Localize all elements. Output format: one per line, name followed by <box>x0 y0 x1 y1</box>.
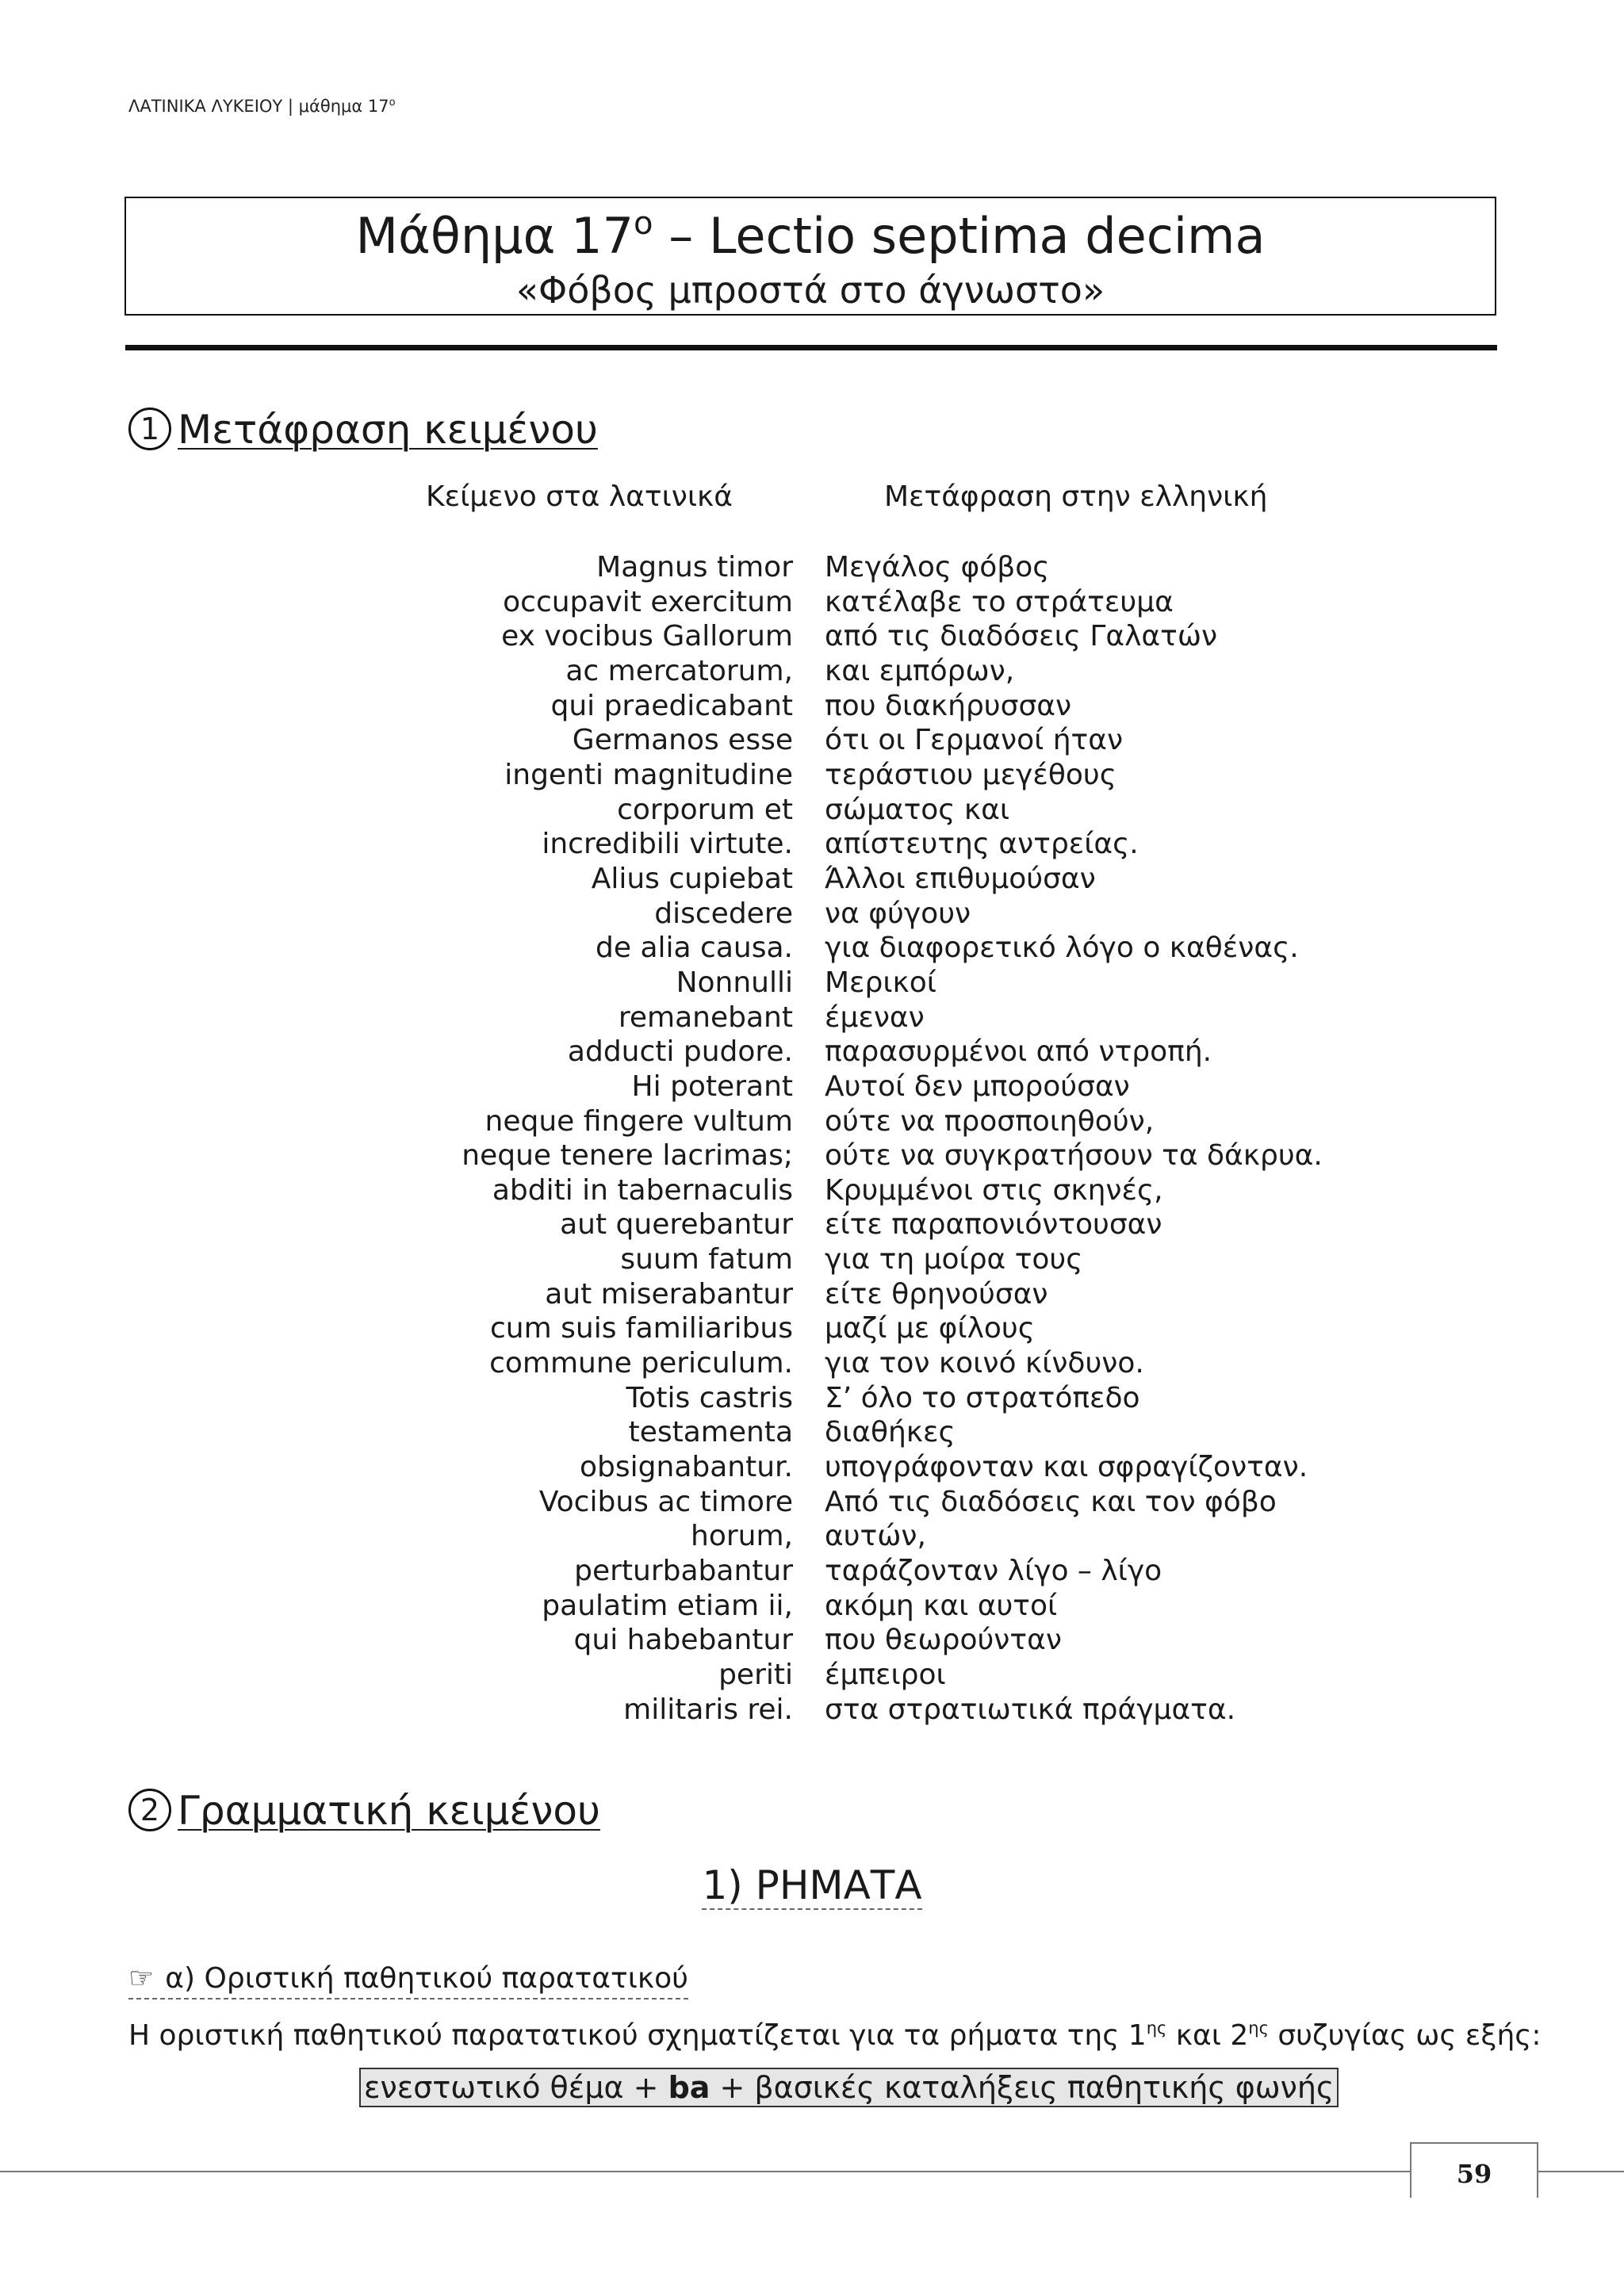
latin-line: periti <box>718 1659 793 1691</box>
footer-rule <box>1538 2171 1624 2172</box>
subsection-a-label: α) Οριστική παθητικού παρατατικού <box>165 1962 688 1995</box>
latin-line: militaris rei. <box>623 1693 793 1726</box>
latin-line: discedere <box>654 897 793 930</box>
section-title: Μετάφραση κειμένου <box>178 407 598 453</box>
formula-box: ενεστωτικό θέμα + ba + βασικές καταλήξεις παθητικής φωνής <box>359 2068 1339 2107</box>
greek-line: και εμπόρων, <box>825 654 1015 687</box>
greek-line: διαθήκες <box>825 1416 956 1449</box>
page-number: 59 <box>1456 2159 1492 2189</box>
greek-line: απίστευτης αντρείας. <box>825 828 1139 861</box>
latin-line: neque fingere vultum <box>485 1104 793 1138</box>
latin-line: aut miserabantur <box>545 1277 793 1311</box>
greek-line: που διακήρυσσαν <box>825 689 1072 722</box>
greek-line: μαζί με φίλους <box>825 1312 1035 1345</box>
greek-line: σώματος και <box>825 793 1009 826</box>
greek-line: Μερικοί <box>825 966 936 999</box>
latin-line: perturbabantur <box>574 1555 793 1588</box>
greek-line: για τον κοινό κίνδυνο. <box>825 1347 1144 1380</box>
latin-line: remanebant <box>618 1001 793 1034</box>
greek-line: Άλλοι επιθυμούσαν <box>825 862 1096 895</box>
latin-line: ac mercatorum, <box>565 654 793 687</box>
greek-line: Αυτοί δεν μπορούσαν <box>825 1070 1130 1103</box>
latin-line: abditi in tabernaculis <box>492 1173 793 1207</box>
section-heading-grammar <box>128 1785 600 1836</box>
latin-line: Hi poterant <box>631 1070 793 1103</box>
latin-line: Nonnulli <box>676 966 793 999</box>
greek-line: έμπειροι <box>825 1659 946 1691</box>
greek-line: ταράζονταν λίγο – λίγο <box>825 1555 1162 1588</box>
section-number-badge: 2 <box>128 1789 171 1831</box>
pointing-hand-icon: ☞ <box>128 1962 155 1995</box>
greek-line: είτε παραπονιόντουσαν <box>825 1208 1162 1242</box>
greek-line: Μεγάλος φόβος <box>825 551 1050 584</box>
running-head: ΛΑΤΙΝΙΚΑ ΛΥΚΕΙΟΥ | μάθημα $17^o$ <box>128 97 396 116</box>
page-subtitle: «Φόβος μπροστά στο άγνωστο» <box>515 269 1105 312</box>
latin-line: testamenta <box>628 1416 793 1449</box>
latin-line: Germanos esse <box>572 724 793 757</box>
greek-line: αυτών, <box>825 1520 926 1553</box>
greek-line: από τις διαδόσεις Γαλατών <box>825 620 1218 653</box>
latin-line: suum fatum <box>620 1243 793 1276</box>
greek-line: Σ’ όλο το στρατόπεδο <box>825 1381 1140 1414</box>
greek-line: ούτε να προσποιηθούν, <box>825 1104 1155 1138</box>
greek-line: ούτε να συγκρατήσουν τα δάκρυα. <box>825 1139 1323 1173</box>
section-number-badge: 1 <box>128 408 171 450</box>
greek-column-header: Μετάφραση στην ελληνική <box>884 480 1268 513</box>
explanation-paragraph: Η οριστική παθητικού παρατατικού σχηματίζεται για τα ρήματα της $1^{\eta\varsigma}$ και $2^{\eta\varsigma}$ συζυγίας ως εξής: <box>128 2019 1542 2052</box>
latin-line: Magnus timor <box>596 551 793 584</box>
latin-line: paulatim etiam ii, <box>542 1589 793 1622</box>
greek-line: Κρυμμένοι στις σκηνές, <box>825 1173 1163 1207</box>
latin-line: corporum et <box>617 793 793 826</box>
latin-line: de alia causa. <box>596 932 793 965</box>
section-heading-translation <box>128 404 598 455</box>
greek-line: για τη μοίρα τους <box>825 1243 1083 1276</box>
latin-line: horum, <box>691 1520 793 1553</box>
title-divider <box>125 345 1497 350</box>
latin-line: Alius cupiebat <box>591 862 793 895</box>
latin-line: incredibili virtute. <box>542 828 793 861</box>
greek-line: παρασυρμένοι από ντροπή. <box>825 1035 1212 1069</box>
latin-line: adducti pudore. <box>567 1035 793 1069</box>
greek-line: τεράστιου μεγέθους <box>825 758 1116 791</box>
latin-line: Totis castris <box>626 1381 793 1414</box>
latin-line: occupavit exercitum <box>503 585 793 618</box>
latin-line: aut querebantur <box>560 1208 793 1242</box>
greek-line: στα στρατιωτικά πράγματα. <box>825 1693 1236 1726</box>
latin-line: qui praedicabant <box>550 689 793 722</box>
verbs-heading: 1) ΡΗΜΑΤΑ <box>702 1862 922 1908</box>
greek-line: κατέλαβε το στράτευμα <box>825 585 1174 618</box>
greek-line: για διαφορετικό λόγο ο καθένας. <box>825 932 1299 965</box>
section-title: Γραμματική κειμένου <box>178 1788 600 1834</box>
greek-translation-column <box>825 550 1538 1727</box>
latin-line: cum suis familiaribus <box>490 1312 793 1345</box>
subsection-a-heading <box>128 1960 688 1999</box>
latin-line: qui habebantur <box>573 1624 793 1657</box>
greek-line: ακόμη και αυτοί <box>825 1589 1058 1622</box>
latin-line: Vocibus ac timore <box>538 1485 793 1518</box>
greek-line: Από τις διαδόσεις και τον φόβο <box>825 1485 1277 1518</box>
footer-rule <box>0 2171 1410 2172</box>
greek-line: έμεναν <box>825 1001 925 1034</box>
latin-line: ingenti magnitudine <box>504 758 793 791</box>
latin-text-column <box>317 550 793 1727</box>
title-box <box>124 197 1496 316</box>
greek-line: υπογράφονταν και σφραγίζονταν. <box>825 1451 1308 1484</box>
latin-line: commune periculum. <box>489 1347 793 1380</box>
latin-line: neque tenere lacrimas; <box>462 1139 793 1173</box>
page-title: Μάθημα $17^o$ – Lectio septima decima <box>355 205 1266 265</box>
greek-line: είτε θρηνούσαν <box>825 1277 1048 1311</box>
greek-line: ότι οι Γερμανοί ήταν <box>825 724 1124 757</box>
greek-line: να φύγουν <box>825 897 971 930</box>
greek-line: που θεωρούνταν <box>825 1624 1062 1657</box>
latin-column-header: Κείμενο στα λατινικά <box>426 480 733 513</box>
latin-line: obsignabantur. <box>580 1451 793 1484</box>
latin-line: ex vocibus Gallorum <box>501 620 793 653</box>
